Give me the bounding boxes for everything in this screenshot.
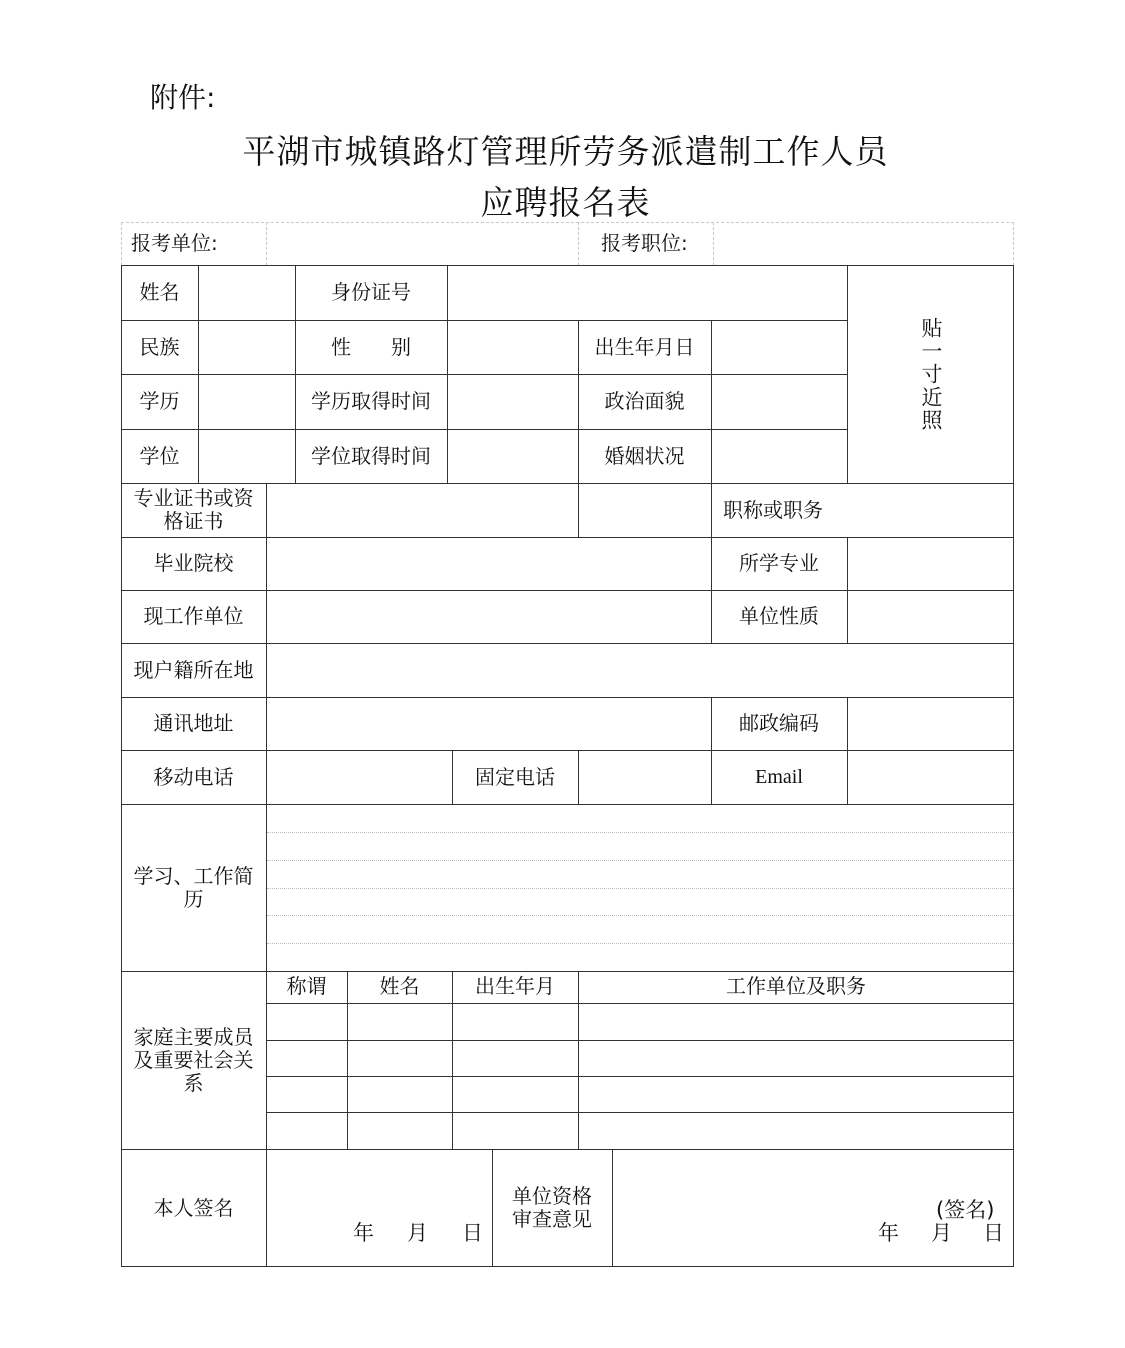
- resume-label: 学习、工作简历: [133, 863, 254, 911]
- postcode-label: 邮政编码: [739, 711, 819, 735]
- political-status-label: 政治面貌: [604, 389, 685, 413]
- ethnicity-label: 民族: [139, 334, 180, 359]
- name-field[interactable]: [199, 266, 295, 320]
- household-label: 现户籍所在地: [133, 657, 254, 682]
- marital-status-field[interactable]: [712, 430, 847, 483]
- family-col-work: 工作单位及职务: [726, 974, 866, 998]
- current-employer-label: 现工作单位: [143, 604, 244, 628]
- family-col-relation: 称谓: [286, 974, 327, 998]
- gender-field[interactable]: [448, 321, 578, 374]
- form-title: 平湖市城镇路灯管理所劳务派遣制工作人员: [242, 132, 889, 171]
- email-label: Email: [755, 765, 803, 788]
- self-signature-label: 本人签名: [153, 1195, 234, 1220]
- self-sign-day: 日: [462, 1221, 483, 1245]
- self-sign-year: 年: [353, 1221, 374, 1245]
- family-row[interactable]: [267, 1041, 1013, 1076]
- family-row[interactable]: [267, 1077, 1013, 1112]
- political-status-field[interactable]: [712, 375, 847, 429]
- gender-label: 性 别: [331, 334, 411, 359]
- marital-status-label: 婚姻状况: [604, 443, 685, 468]
- degree-time-field[interactable]: [448, 430, 578, 483]
- apply-unit-label: 报考单位:: [131, 231, 218, 255]
- review-sign-year: 年: [878, 1221, 899, 1245]
- id-number-field[interactable]: [448, 266, 847, 320]
- self-sign-month: 月: [407, 1221, 428, 1245]
- degree-field[interactable]: [199, 430, 295, 483]
- family-row[interactable]: [267, 1004, 1013, 1040]
- landline-field[interactable]: [579, 751, 711, 804]
- review-label: 单位资格审查意见: [512, 1184, 592, 1231]
- mobile-field[interactable]: [267, 751, 452, 804]
- apply-position-label: 报考职位:: [601, 231, 688, 255]
- landline-label: 固定电话: [475, 764, 555, 789]
- school-field[interactable]: [267, 538, 711, 590]
- apply-position-field[interactable]: [715, 222, 1012, 265]
- employer-type-field[interactable]: [848, 591, 1013, 643]
- postcode-field[interactable]: [848, 698, 1013, 750]
- major-label: 所学专业: [739, 551, 819, 575]
- major-field[interactable]: [848, 538, 1013, 590]
- degree-time-label: 学位取得时间: [311, 443, 431, 468]
- review-sign-day: 日: [983, 1221, 1004, 1245]
- review-sign-month: 月: [931, 1221, 952, 1245]
- apply-unit-field[interactable]: [268, 222, 576, 265]
- education-field[interactable]: [199, 375, 295, 429]
- address-field[interactable]: [267, 698, 711, 750]
- certificate-label: 专业证书或资格证书: [133, 486, 254, 533]
- birth-date-field[interactable]: [712, 321, 847, 374]
- attachment-label: 附件:: [150, 81, 216, 114]
- degree-label: 学位: [139, 443, 180, 468]
- id-number-label: 身份证号: [331, 280, 411, 304]
- family-col-birth: 出生年月: [475, 974, 555, 998]
- name-label: 姓名: [139, 280, 180, 304]
- resume-field[interactable]: [267, 805, 1013, 971]
- family-label: 家庭主要成员及重要社会关系: [133, 1024, 254, 1095]
- school-label: 毕业院校: [153, 551, 234, 575]
- self-signature-field[interactable]: [267, 1150, 492, 1266]
- title-or-post-field[interactable]: [848, 484, 1013, 537]
- mobile-label: 移动电话: [153, 764, 234, 789]
- current-employer-field[interactable]: [267, 591, 711, 643]
- ethnicity-field[interactable]: [199, 321, 295, 374]
- review-sign-note: (签名): [936, 1198, 995, 1222]
- education-time-field[interactable]: [448, 375, 578, 429]
- employer-type-label: 单位性质: [739, 604, 819, 628]
- birth-date-label: 出生年月日: [594, 334, 695, 359]
- household-field[interactable]: [267, 644, 1013, 697]
- family-row[interactable]: [267, 1113, 1013, 1149]
- form-subtitle: 应聘报名表: [480, 183, 651, 222]
- address-label: 通讯地址: [153, 711, 234, 735]
- photo-box[interactable]: 贴一寸近照: [919, 316, 943, 432]
- certificate-field[interactable]: [267, 484, 711, 537]
- title-or-post-label: 职称或职务: [723, 497, 823, 522]
- family-col-name: 姓名: [379, 974, 420, 998]
- apply-header: [121, 222, 1014, 265]
- education-label: 学历: [139, 389, 180, 413]
- email-field[interactable]: [848, 751, 1013, 804]
- registration-form: [121, 265, 1014, 1267]
- education-time-label: 学历取得时间: [311, 389, 431, 413]
